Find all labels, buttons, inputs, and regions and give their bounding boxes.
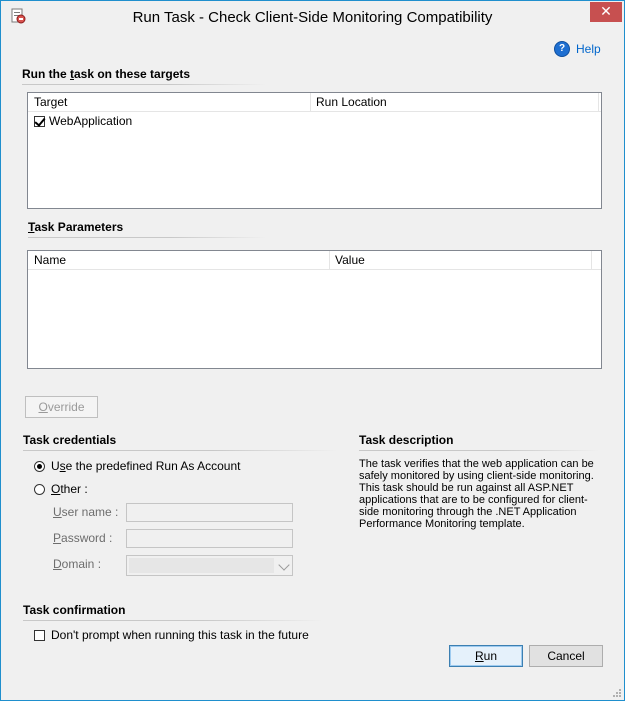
parameters-divider bbox=[28, 237, 266, 238]
domain-combo-field bbox=[129, 558, 274, 573]
help-link[interactable] bbox=[554, 41, 601, 57]
targets-list[interactable] bbox=[27, 92, 602, 209]
column-header-value[interactable]: Value bbox=[335, 253, 365, 267]
column-divider[interactable] bbox=[591, 251, 592, 269]
dont-prompt-option[interactable] bbox=[34, 628, 309, 642]
target-name: WebApplication bbox=[49, 114, 133, 128]
description-heading: Task description bbox=[359, 433, 454, 447]
resize-grip-icon[interactable] bbox=[612, 688, 622, 698]
help-label[interactable]: Help bbox=[576, 42, 601, 56]
dialog-content bbox=[8, 32, 617, 692]
predefined-account-radio[interactable] bbox=[34, 461, 45, 472]
window-title: Run Task - Check Client-Side Monitoring Compatibility bbox=[132, 9, 493, 26]
chevron-down-icon[interactable] bbox=[278, 559, 289, 570]
domain-combo[interactable] bbox=[126, 555, 293, 576]
password-label: Password : bbox=[53, 531, 113, 545]
task-description-text: The task verifies that the web application can be safely monitored by using client-side monitoring. This task should be run against all ASP.NET applications that are to be configured for client-side monitoring through the .NET Application Performance Monitoring template. bbox=[359, 458, 594, 530]
override-button[interactable]: Override bbox=[25, 396, 98, 418]
table-row[interactable] bbox=[34, 113, 132, 129]
confirmation-heading: Task confirmation bbox=[23, 603, 126, 617]
parameters-list[interactable] bbox=[27, 250, 602, 369]
title-bar[interactable] bbox=[1, 1, 624, 32]
other-account-label: Other : bbox=[51, 482, 88, 496]
user-name-input[interactable] bbox=[126, 503, 293, 522]
credentials-heading: Task credentials bbox=[23, 433, 117, 447]
predefined-account-label: Use the predefined Run As Account bbox=[51, 459, 241, 473]
question-icon: ? bbox=[554, 41, 570, 57]
column-header-target[interactable]: Target bbox=[34, 95, 68, 109]
targets-divider bbox=[22, 84, 266, 85]
parameters-heading: Task Parameters bbox=[28, 220, 124, 234]
other-account-option[interactable] bbox=[34, 482, 88, 496]
predefined-account-option[interactable] bbox=[34, 459, 240, 473]
cancel-button[interactable]: Cancel bbox=[529, 645, 603, 667]
column-header-name[interactable]: Name bbox=[34, 253, 67, 267]
credentials-divider bbox=[23, 450, 338, 451]
other-account-radio[interactable] bbox=[34, 484, 45, 495]
dont-prompt-checkbox[interactable] bbox=[34, 630, 45, 641]
target-checkbox[interactable] bbox=[34, 116, 45, 127]
column-divider[interactable] bbox=[598, 93, 599, 111]
targets-heading: Run the task on these targets bbox=[22, 67, 191, 81]
dont-prompt-label: Don't prompt when running this task in the future bbox=[51, 628, 309, 642]
close-button[interactable]: ✕ bbox=[590, 2, 622, 22]
confirmation-divider bbox=[23, 620, 323, 621]
parameters-list-header bbox=[28, 251, 601, 270]
user-name-label: User name : bbox=[53, 505, 119, 519]
column-header-run-location[interactable]: Run Location bbox=[316, 95, 387, 109]
domain-label: Domain : bbox=[53, 557, 102, 571]
password-input[interactable] bbox=[126, 529, 293, 548]
description-divider bbox=[359, 450, 599, 451]
run-button[interactable]: Run bbox=[449, 645, 523, 667]
targets-list-header bbox=[28, 93, 601, 112]
